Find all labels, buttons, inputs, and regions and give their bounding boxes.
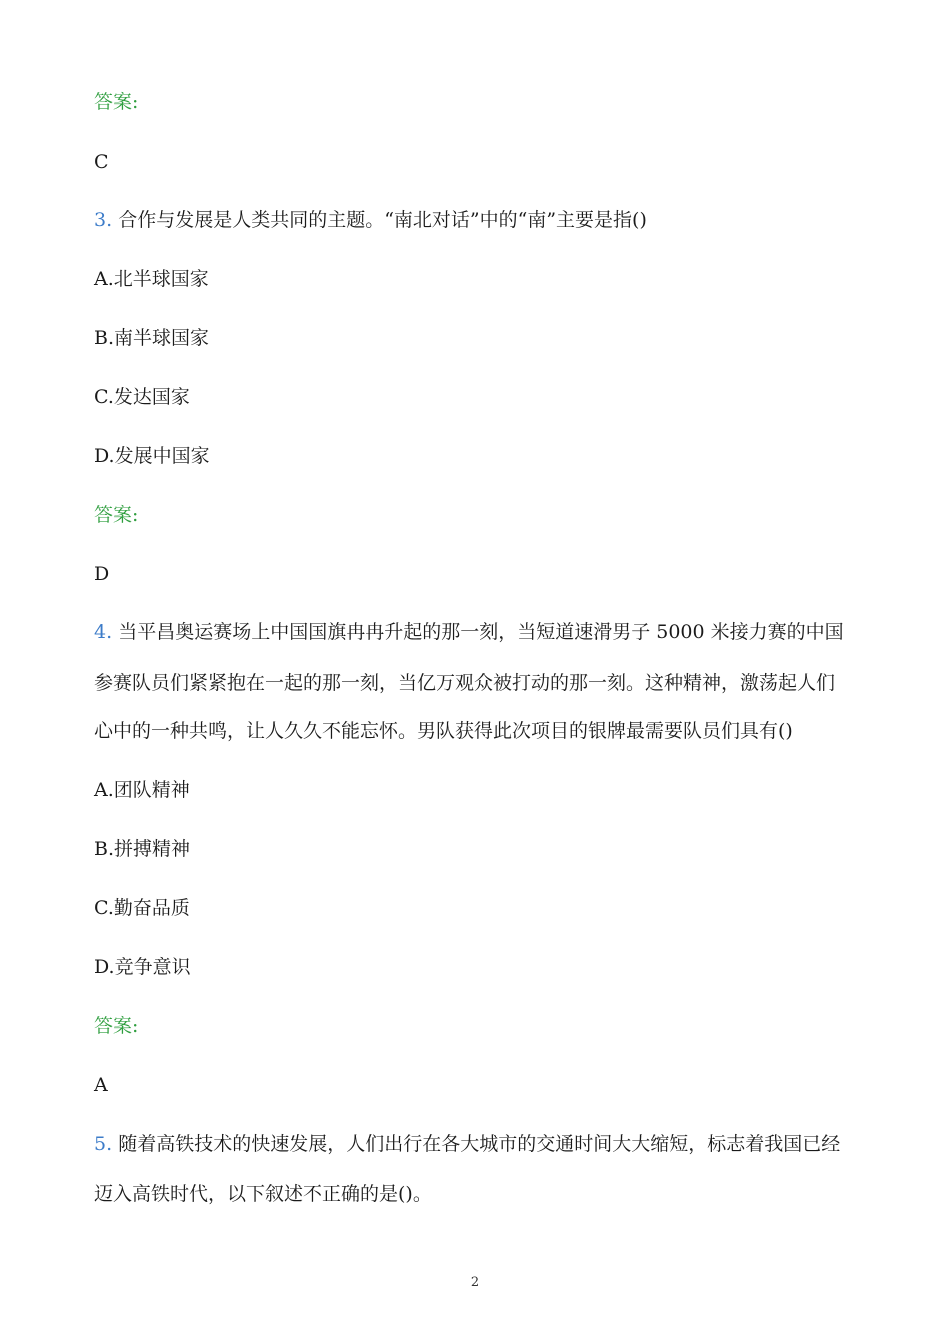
answer-label: 答案:: [94, 504, 139, 526]
question-4: [94, 620, 844, 644]
question-text: 合作与发展是人类共同的主题。“南北对话”中的“南”主要是指(): [118, 209, 647, 231]
question-text-line-1: 随着高铁技术的快速发展，人们出行在各大城市的交通时间大大缩短，标志着我国已经: [118, 1133, 841, 1155]
question-text-line-1: 当平昌奥运赛场上中国国旗冉冉升起的那一刻，当短道速滑男子 5000 米接力赛的中国: [118, 621, 844, 643]
question-number: 5: [94, 1133, 107, 1155]
option-d: D.发展中国家: [94, 445, 210, 467]
question-number: 3: [94, 209, 107, 231]
option-a: A.团队精神: [94, 779, 190, 801]
question-5: [94, 1132, 840, 1156]
option-b: B.南半球国家: [94, 327, 210, 349]
question-3: [94, 208, 647, 232]
answer-value: A: [94, 1074, 108, 1096]
answer-label: 答案:: [94, 1015, 139, 1037]
question-text-line-3: 心中的一种共鸣，让人久久不能忘怀。男队获得此次项目的银牌最需要队员们具有(): [94, 720, 793, 742]
question-dot: .: [106, 621, 113, 643]
question-text-line-2: 参赛队员们紧紧抱在一起的那一刻，当亿万观众被打动的那一刻。这种精神，激荡起人们: [94, 672, 836, 694]
answer-label: 答案:: [94, 91, 139, 113]
option-c: C.勤奋品质: [94, 897, 190, 919]
question-dot: .: [106, 1133, 113, 1155]
option-a: A.北半球国家: [94, 268, 209, 290]
option-c: C.发达国家: [94, 386, 190, 408]
question-number: 4: [94, 621, 107, 643]
answer-value: D: [94, 563, 110, 585]
question-text-line-2: 迈入高铁时代，以下叙述不正确的是()。: [94, 1183, 432, 1205]
answer-value: C: [94, 151, 109, 173]
question-dot: .: [106, 209, 113, 231]
option-d: D.竞争意识: [94, 956, 191, 978]
option-b: B.拼搏精神: [94, 838, 191, 860]
page-number: 2: [470, 1275, 480, 1290]
